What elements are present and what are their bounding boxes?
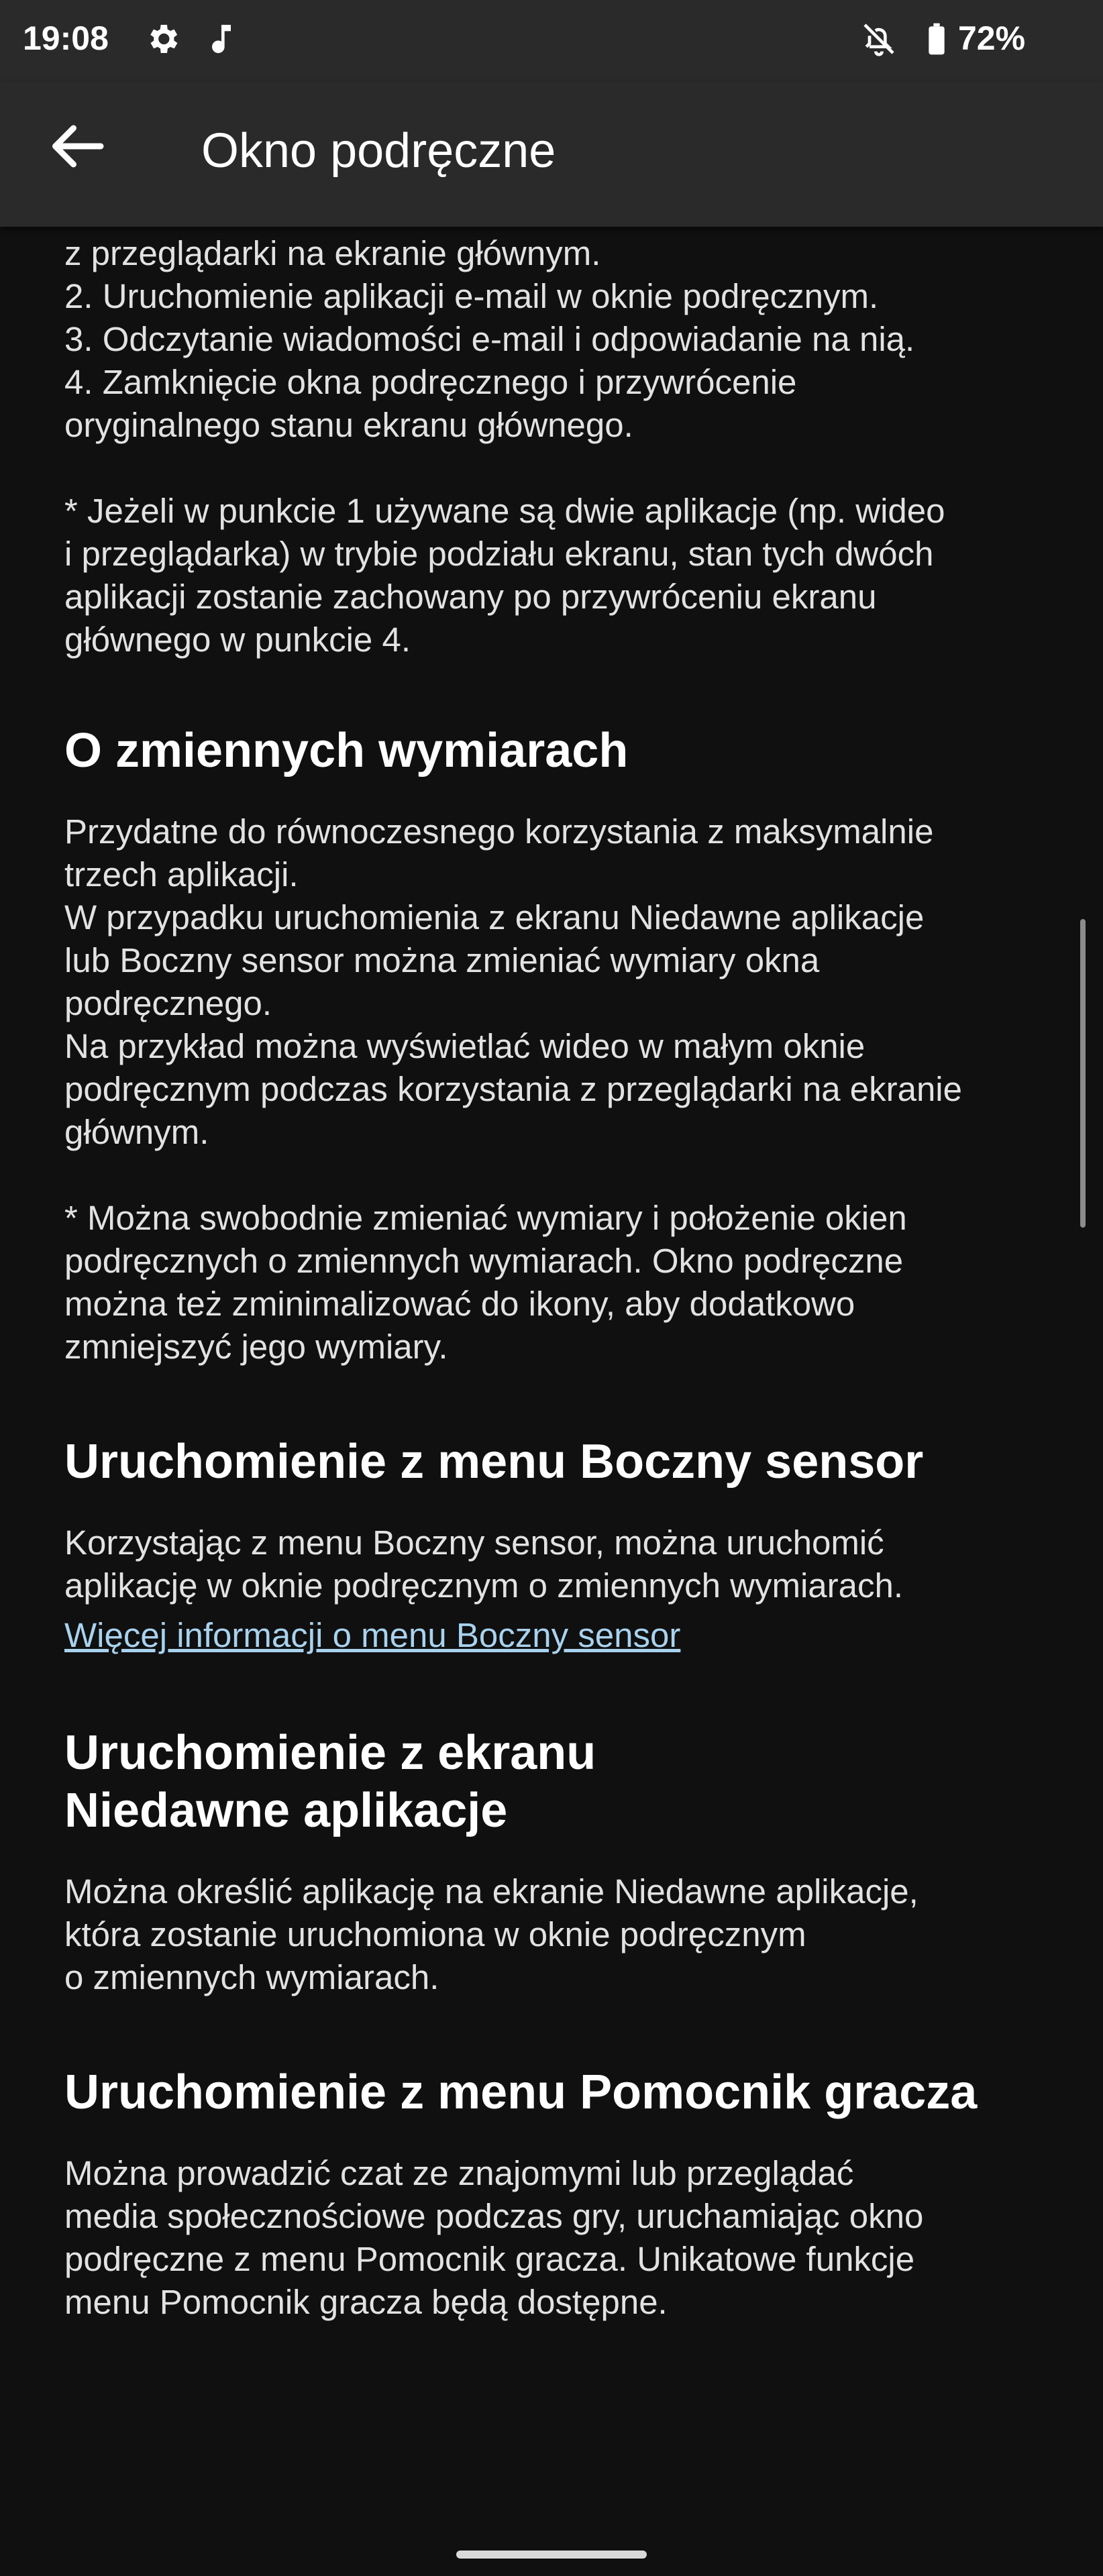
more-info-link[interactable]: Więcej informacji o menu Boczny sensor — [64, 1616, 681, 1654]
gear-icon — [144, 20, 181, 58]
section-heading: O zmiennych wymiarach — [64, 724, 629, 777]
arrow-back-icon[interactable] — [40, 110, 113, 182]
battery-icon — [918, 20, 955, 58]
battery-percentage: 72% — [958, 19, 1026, 57]
music-note-icon — [203, 20, 240, 58]
gesture-nav-handle[interactable] — [456, 2551, 647, 2559]
help-content — [64, 227, 1031, 2324]
section-heading: Uruchomienie z ekranu Niedawne aplikacje — [64, 1726, 596, 1837]
section-body: Przydatne do równoczesnego korzystania z maksymalnie trzech aplikacji. W przypadku uruchomienia z ekranu Niedawne aplikacje lub Boczny sensor można zmieniać wymiary okna podręcznego. Na przykład można wyświetlać wideo w małym oknie podręcznym podczas korzystania z przeglądarki na ekranie głównym. — [64, 812, 963, 1151]
section-body: Można określić aplikację na ekranie Niedawne aplikacje, która zostanie uruchomiona w oknie podręcznym o zmiennych wymiarach. — [64, 1872, 918, 1996]
notifications-off-icon — [860, 20, 898, 58]
section-heading: Uruchomienie z menu Pomocnik gracza — [64, 2065, 978, 2119]
app-bar — [0, 82, 1103, 227]
intro-steps: z przeglądarki na ekranie głównym. 2. Uruchomienie aplikacji e-mail w oknie podręcznym. 3. Odczytanie wiadomości e-mail i odpowiadanie na nią. 4. Zamknięcie okna podręcznego i przywrócenie oryginalnego stanu ekranu głównego. — [64, 234, 915, 444]
section-heading: Uruchomienie z menu Boczny sensor — [64, 1435, 924, 1489]
section-body: Korzystając z menu Boczny sensor, można uruchomić aplikację w oknie podręcznym o zmiennych wymiarach. — [64, 1523, 904, 1605]
status-time: 19:08 — [23, 19, 109, 57]
scrollbar[interactable] — [1080, 919, 1086, 1228]
section-body: Można prowadzić czat ze znajomymi lub przeglądać media społecznościowe podczas gry, uruchamiając okno podręczne z menu Pomocnik gracza. Unikatowe funkcje menu Pomocnik gracza będą dostępne. — [64, 2154, 924, 2321]
section-note: * Można swobodnie zmieniać wymiary i położenie okien podręcznych o zmiennych wymiarach. Okno podręczne można też zminimalizować do ikony, aby dodatkowo zmniejszyć jego wymiary. — [64, 1199, 907, 1366]
page-title: Okno podręczne — [201, 124, 556, 178]
status-bar — [0, 0, 1103, 82]
intro-note: * Jeżeli w punkcie 1 używane są dwie aplikacje (np. wideo i przeglądarka) w trybie podziału ekranu, stan tych dwóch aplikacji zostanie zachowany po przywróceniu ekranu głównego w punkcie 4. — [64, 492, 945, 659]
